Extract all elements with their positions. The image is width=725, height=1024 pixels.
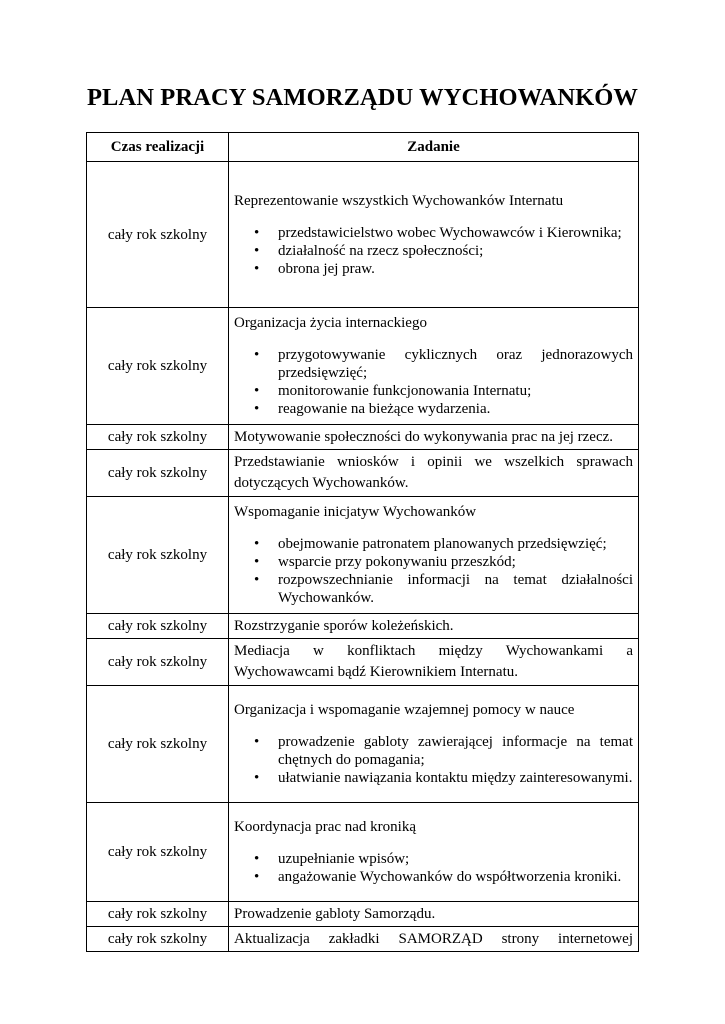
list-item: • rozpowszechnianie informacji na temat działalności Wychowanków. — [234, 571, 633, 607]
table-row — [87, 803, 639, 902]
list-item: • przedstawicielstwo wobec Wychowawców i Kierownika; — [234, 224, 633, 242]
task-text: Przedstawianie wniosków i opinii we wszelkich sprawach dotyczących Wychowanków. — [234, 454, 633, 491]
row-time: cały rok szkolny — [87, 308, 229, 425]
table-row — [87, 927, 639, 952]
page-title: PLAN PRACY SAMORZĄDU WYCHOWANKÓW — [86, 84, 639, 111]
row-time: cały rok szkolny — [87, 902, 229, 927]
task-bullet-list — [234, 850, 633, 886]
list-item: • ułatwianie nawiązania kontaktu między zainteresowanymi. — [234, 769, 633, 787]
task-title: Reprezentowanie wszystkich Wychowanków Internatu — [234, 192, 564, 209]
row-time: cały rok szkolny — [87, 614, 229, 639]
task-bullet-list — [234, 224, 633, 278]
table-row — [87, 902, 639, 927]
list-item: • uzupełnianie wpisów; — [234, 850, 633, 868]
table-row — [87, 308, 639, 425]
table-row — [87, 614, 639, 639]
list-item: • przygotowywanie cyklicznych oraz jednorazowych przedsięwzięć; — [234, 346, 633, 382]
list-item: • angażowanie Wychowanków do współtworzenia kroniki. — [234, 868, 633, 886]
row-task — [229, 450, 639, 497]
task-bullet-list — [234, 346, 633, 418]
header-time: Czas realizacji — [87, 133, 229, 162]
list-item: • działalność na rzecz społeczności; — [234, 242, 633, 260]
task-bullet-list — [234, 535, 633, 607]
table-row — [87, 450, 639, 497]
task-title: Organizacja i wspomaganie wzajemnej pomocy w nauce — [234, 702, 575, 718]
task-text: Rozstrzyganie sporów koleżeńskich. — [234, 618, 454, 634]
row-task — [229, 686, 639, 803]
row-task — [229, 803, 639, 902]
row-task — [229, 497, 639, 614]
row-time: cały rok szkolny — [87, 639, 229, 686]
row-task — [229, 927, 639, 952]
table-row — [87, 425, 639, 450]
task-title: Koordynacja prac nad kroniką — [234, 819, 417, 835]
table-row — [87, 686, 639, 803]
table-header-row — [87, 133, 639, 162]
list-item: • wsparcie przy pokonywaniu przeszkód; — [234, 553, 633, 571]
row-task — [229, 902, 639, 927]
row-time: cały rok szkolny — [87, 425, 229, 450]
task-text: Prowadzenie gabloty Samorządu. — [234, 906, 436, 922]
task-title: Wspomaganie inicjatyw Wychowanków — [234, 504, 477, 520]
row-time: cały rok szkolny — [87, 686, 229, 803]
row-time: cały rok szkolny — [87, 927, 229, 952]
row-task — [229, 425, 639, 450]
table-row — [87, 162, 639, 308]
header-task: Zadanie — [229, 133, 639, 162]
row-time: cały rok szkolny — [87, 497, 229, 614]
table-row — [87, 497, 639, 614]
list-item: • prowadzenie gabloty zawierającej informacje na temat chętnych do pomagania; — [234, 733, 633, 769]
list-item: • monitorowanie funkcjonowania Internatu; — [234, 382, 633, 400]
row-task — [229, 162, 639, 308]
list-item: • reagowanie na bieżące wydarzenia. — [234, 400, 633, 418]
task-text: Motywowanie społeczności do wykonywania prac na jej rzecz. — [234, 429, 614, 445]
row-task — [229, 308, 639, 425]
list-item: • obrona jej praw. — [234, 260, 633, 278]
task-text: Aktualizacja zakładki SAMORZĄD strony internetowej — [234, 931, 633, 947]
plan-table — [86, 132, 639, 952]
table-row — [87, 639, 639, 686]
list-item: • obejmowanie patronatem planowanych przedsięwzięć; — [234, 535, 633, 553]
task-text: Mediacja w konfliktach między Wychowankami a Wychowawcami bądź Kierownikiem Internatu. — [234, 643, 633, 680]
row-time: cały rok szkolny — [87, 162, 229, 308]
task-title: Organizacja życia internackiego — [234, 315, 427, 331]
row-task — [229, 614, 639, 639]
row-time: cały rok szkolny — [87, 450, 229, 497]
task-bullet-list — [234, 733, 633, 787]
row-task — [229, 639, 639, 686]
row-time: cały rok szkolny — [87, 803, 229, 902]
